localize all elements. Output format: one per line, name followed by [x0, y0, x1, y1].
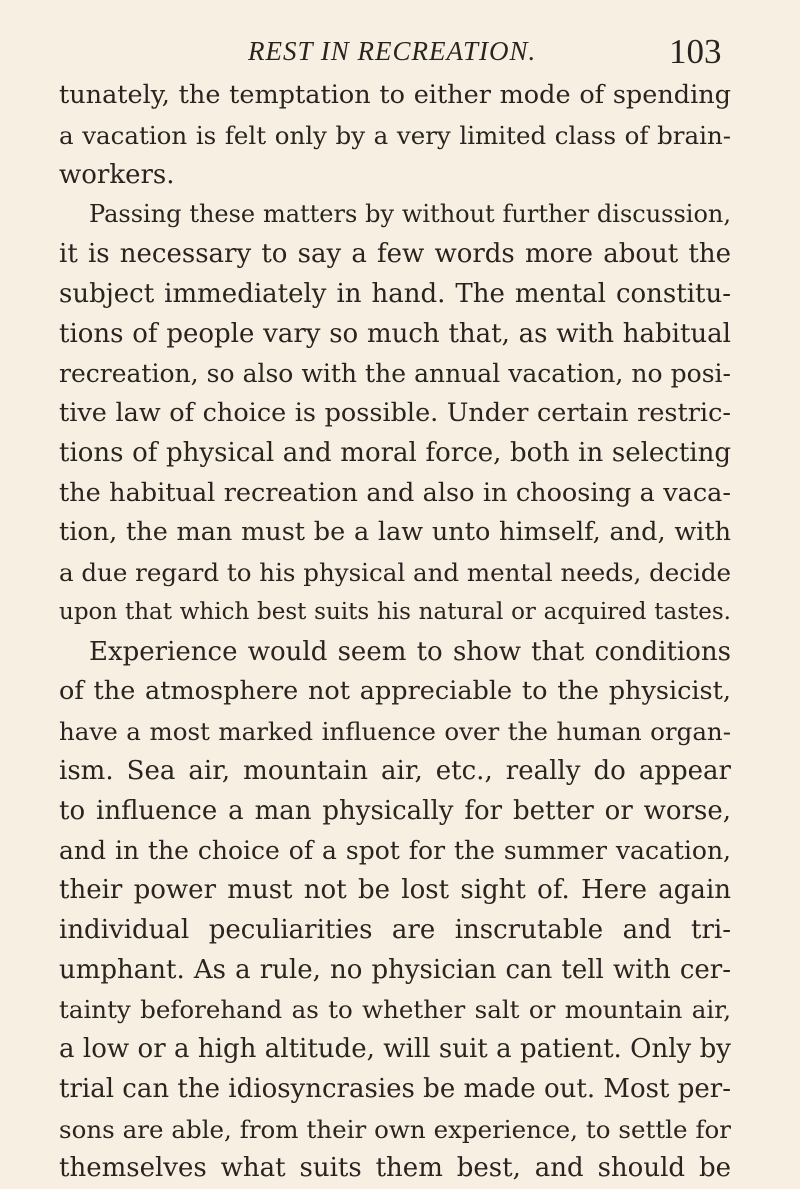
text-line: individual peculiarities are inscrutable and tri-	[59, 914, 731, 945]
text-line: sons are able, from their own experience, to settle for	[59, 1114, 731, 1144]
text-line: subject immediately in hand. The mental constitu-	[59, 278, 731, 309]
text-line: a due regard to his physical and mental needs, decide	[59, 558, 731, 587]
text-line: tive law of choice is possible. Under certain restric-	[59, 398, 731, 428]
text-line: their power must not be lost sight of. Here again	[59, 875, 731, 905]
text-line: to influence a man physically for better or worse,	[59, 795, 731, 826]
text-line: tainty beforehand as to whether salt or mountain air,	[59, 995, 731, 1025]
text-line: workers.	[59, 159, 175, 190]
text-line: of the atmosphere not appreciable to the physicist,	[59, 676, 731, 707]
text-line: Experience would seem to show that conditions	[89, 636, 731, 667]
text-line: tions of physical and moral force, both in selecting	[59, 437, 731, 468]
page-number: 103	[669, 32, 722, 71]
text-line: the habitual recreation and also in choosing a vaca-	[59, 477, 731, 508]
text-line: it is necessary to say a few words more about the	[59, 239, 731, 269]
text-line: a low or a high altitude, will suit a patient. Only by	[59, 1034, 731, 1064]
text-line: ism. Sea air, mountain air, etc., really do appear	[59, 755, 731, 786]
body-text	[59, 76, 731, 1189]
text-line: tunately, the temptation to either mode of spending	[59, 80, 731, 110]
text-line: themselves what suits them best, and should be	[59, 1153, 731, 1184]
text-line: Passing these matters by without further discussion,	[89, 200, 731, 229]
text-line: upon that which best suits his natural or acquired tastes.	[59, 598, 731, 625]
text-line: trial can the idiosyncrasies be made out. Most per-	[59, 1073, 731, 1104]
text-line: and in the choice of a spot for the summer vacation,	[59, 836, 731, 866]
text-line: tion, the man must be a law unto himself, and, with	[59, 517, 731, 548]
text-line: have a most marked influence over the human organ-	[59, 717, 731, 746]
text-line: a vacation is felt only by a very limited class of brain-	[59, 120, 731, 150]
text-line: recreation, so also with the annual vacation, no posi-	[59, 359, 731, 389]
text-line: umphant. As a rule, no physician can tell with cer-	[59, 954, 731, 985]
text-line: tions of people vary so much that, as with habitual	[59, 318, 731, 349]
running-title: REST IN RECREATION.	[248, 36, 537, 66]
running-head	[0, 32, 800, 76]
